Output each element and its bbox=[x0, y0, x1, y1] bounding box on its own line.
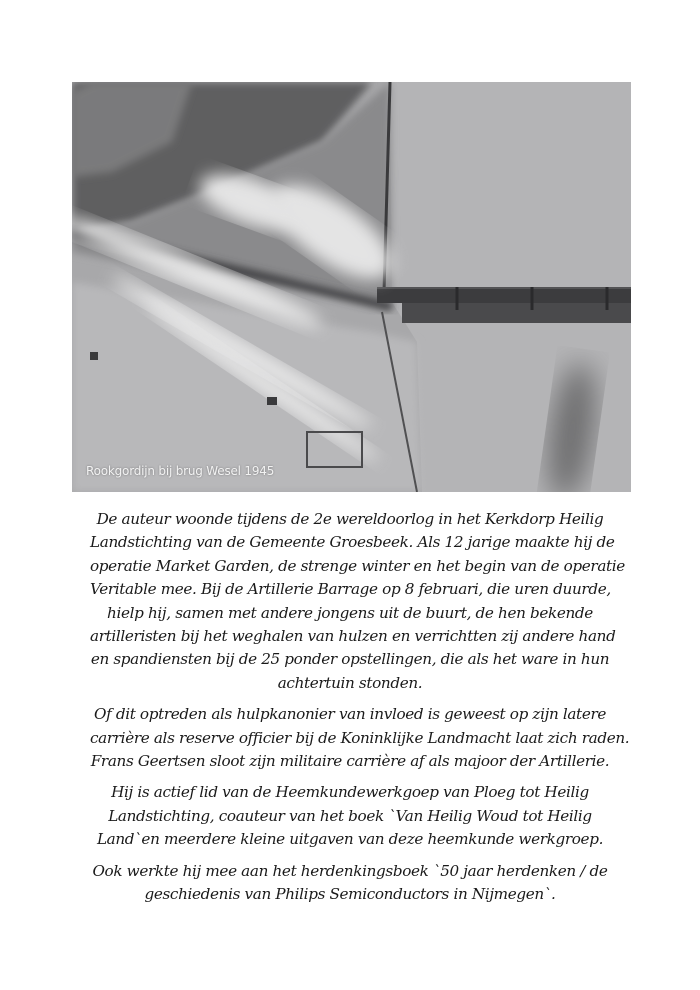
photo-caption: Rookgordijn bij brug Wesel 1945 bbox=[86, 464, 275, 478]
text-line: Veritable mee. Bij de Artillerie Barrage op 8 februari, die uren duurde, bbox=[90, 580, 611, 599]
text-line: De auteur woonde tijdens de 2e wereldoorlog in het Kerkdorp Heilig bbox=[96, 510, 604, 528]
text-line: Landstichting, coauteur van het boek `Van Heilig Woud tot Heilig bbox=[108, 806, 592, 825]
text-line: operatie Market Garden, de strenge winter en het begin van de operatie bbox=[90, 556, 625, 575]
text-line: carrière als reserve officier bij de Koninklijke Landmacht laat zich raden. bbox=[90, 728, 630, 747]
text-line: Hij is actief lid van de Heemkundewerkgoep van Ploeg tot Heilig bbox=[111, 783, 589, 802]
aerial-photo-drawing bbox=[72, 82, 631, 492]
text-line: geschiedenis van Philips Semiconductors in Nijmegen`. bbox=[144, 885, 556, 904]
text-line: Ook werkte hij mee aan het herdenkingsboek `50 jaar herdenken / de bbox=[92, 861, 608, 880]
text-line: hielp hij, samen met andere jongens uit de buurt, de hen bekende bbox=[107, 603, 593, 622]
paragraph-philips bbox=[90, 860, 610, 907]
biography-text bbox=[90, 508, 630, 915]
text-line: Frans Geertsen sloot zijn militaire carrière af als majoor der Artillerie. bbox=[90, 752, 610, 771]
text-line: en spandiensten bij de 25 ponder opstellingen, die als het ware in hun bbox=[90, 650, 610, 669]
text-line: Landstichting van de Gemeente Groesbeek. Als 12 jarige maakte hij de bbox=[90, 533, 615, 552]
text-line: Of dit optreden als hulpkanonier van invloed is geweest op zijn latere bbox=[93, 705, 607, 724]
aerial-photo bbox=[72, 82, 631, 492]
text-line: Land`en meerdere kleine uitgaven van deze heemkunde werkgroep. bbox=[96, 830, 604, 849]
text-line: achtertuin stonden. bbox=[277, 673, 423, 692]
paragraph-childhood bbox=[90, 508, 625, 695]
paragraph-career bbox=[90, 703, 630, 773]
text-line: artilleristen bij het weghalen van hulzen en verrichtten zij andere hand bbox=[90, 627, 616, 646]
paragraph-heemkunde bbox=[90, 781, 610, 851]
